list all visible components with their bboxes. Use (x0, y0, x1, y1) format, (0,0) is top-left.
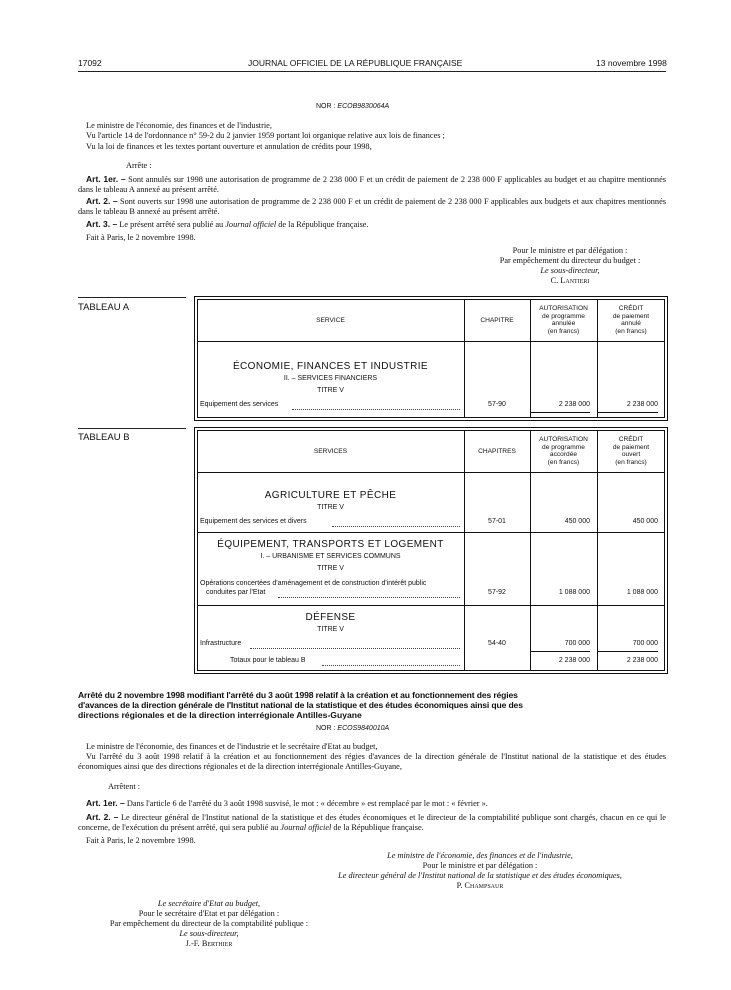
tableau-b-header-cp-l2: de paiement (612, 443, 650, 451)
tableau-b-section3-cp: 700 000 (632, 640, 658, 647)
tableau-b-section3-sub2: TITRE V (317, 626, 344, 633)
decree1-sig-line3: Le sous-directeur, (540, 266, 600, 275)
decree1-preamble-3: Vu la loi de finances et les textes portant ouverture et annulation de crédits pour 1998, (86, 142, 372, 151)
tableau-b-cp-underline (598, 651, 658, 652)
tableau-a-header-cp-l2: de paiement (612, 312, 650, 320)
decree2-sig2-line5: J.-F. Berthier (185, 939, 233, 948)
tableau-b-section2-cp: 1 088 000 (626, 589, 658, 596)
tableau-b-header-rule (197, 472, 665, 473)
tableau-b-label-rule (78, 428, 186, 429)
tableau-b-section3-leader (250, 648, 460, 649)
decree1-nor (316, 102, 389, 112)
decree2-sig1-line1: Le ministre de l'économie, des finances et de l'industrie, (387, 851, 573, 860)
tableau-b-section3-chapitre: 54-40 (488, 640, 506, 647)
tableau-b-label: TABLEAU B (78, 432, 130, 443)
tableau-a-header-cp-l4: (en francs) (615, 327, 647, 335)
tableau-a-section-sub1: II. – SERVICES FINANCIERS (283, 375, 378, 382)
decree2-arretent: Arrêtent : (108, 782, 141, 791)
tableau-a-row-cp: 2 238 000 (626, 401, 658, 408)
tableau-a-header-ap-l2: de programme (542, 312, 585, 320)
tableau-a-label-rule (78, 297, 186, 298)
decree2-sig2-line4: Le sous-directeur, (179, 929, 239, 938)
decree2-sig2-line2: Pour le secrétaire d'Etat et par délégation : (138, 909, 280, 918)
tableau-a-header-ap-l3: annulée (551, 320, 576, 327)
decree1-nor-code: ECOB9830064A (337, 103, 390, 110)
tableau-b-total-ap: 2 238 000 (558, 657, 590, 664)
tableau-b-section3-title: DÉFENSE (305, 612, 356, 623)
decree1-fait: Fait à Paris, le 2 novembre 1998. (86, 233, 196, 242)
decree1-nor-label: NOR : (316, 103, 336, 110)
tableau-b-header-cp-l1: CRÉDIT (618, 436, 644, 443)
tableau-b-col-rule-3 (597, 430, 598, 671)
decree2-nor (316, 724, 389, 734)
tableau-b-header-ap-l1: AUTORISATION (539, 436, 588, 443)
tableau-b-section1-sub2: TITRE V (317, 504, 344, 511)
decree1-art3 (86, 219, 369, 230)
decree2-sig1-line3: Le directeur général de l'Institut national de la statistique et des études économiques, (338, 871, 622, 880)
decree2-art2-text-a: Le directeur général de l'Institut national de la statistique et des études économiques et le directeur de la comptabilité publique sont chargés, chacun en ce qui le concerne, de l'exécution du présent arrêté, qui sera publié au (78, 813, 666, 832)
tableau-b-section1-cp: 450 000 (632, 518, 658, 525)
tableau-b-section1-title: AGRICULTURE ET PÊCHE (264, 490, 397, 501)
tableau-a-row-chapitre: 57-90 (488, 401, 506, 408)
tableau-b-header-ap-l3: accordée (549, 451, 578, 458)
tableau-b-header-ap-l4: (en francs) (547, 458, 580, 466)
decree2-sig1-line2: Pour le ministre et par délégation : (422, 861, 538, 870)
tableau-a-header-service: SERVICE (316, 317, 345, 324)
decree2-art2-label: Art. 2. – (86, 812, 119, 822)
decree1-art3-text-b: de la République française. (278, 220, 369, 229)
decree2-title-l3: directions régionales et de la direction interrégionale Antilles-Guyane (78, 710, 362, 720)
decree2-art2-text-b: de la République française. (333, 823, 424, 832)
tableau-a-header-chapitre: CHAPITRE (480, 317, 514, 324)
tableau-a-row-leader (292, 409, 460, 410)
tableau-a-row-label: Equipement des services (200, 401, 279, 408)
decree1-art3-label: Art. 3. – (86, 219, 118, 229)
tableau-a-section-sub2: TITRE V (317, 387, 344, 394)
tableau-b-header-cp (597, 436, 665, 466)
tableau-b-total-label: Totaux pour le tableau B (230, 657, 306, 664)
decree2-nor-label: NOR : (316, 725, 336, 732)
decree2-sig2-line1: Le secrétaire d'Etat au budget, (157, 899, 261, 908)
decree1-sig-line4: C. Lantieri (550, 276, 590, 285)
decree2-art2 (78, 812, 666, 833)
tableau-b-total-leader (322, 665, 460, 666)
decree1-art2 (78, 196, 666, 217)
decree1-art3-text-a: Le présent arrêté sera publié au (119, 220, 224, 229)
tableau-b-section2-row-label: Opérations concertées d'aménagement et de construction d'intérêt public (200, 580, 427, 587)
tableau-a-header-rule (197, 341, 665, 342)
tableau-b-section2-chapitre: 57-92 (488, 589, 506, 596)
decree2-sig1-line4: P. Champsaur (456, 881, 504, 890)
decree2-preamble-1: Le ministre de l'économie, des finances et de l'industrie et le secrétaire d'Etat au budget, (86, 742, 378, 751)
decree1-art2-text: Sont ouverts sur 1998 une autorisation de programme de 2 238 000 F et un crédit de paiement de 2 238 000 F applicables aux budgets et aux chapitres mentionnés dans le tableau B annexé au présent arrêté. (78, 197, 666, 216)
tableau-b-section2-leader (278, 597, 460, 598)
decree2-signature-2 (78, 899, 340, 949)
decree2-art1-text: Dans l'article 6 de l'arrêté du 3 août 1998 susvisé, le mot : « décembre » est remplacé par le mot : « février ». (126, 799, 488, 808)
tableau-b-section2-title: ÉQUIPEMENT, TRANSPORTS ET LOGEMENT (217, 539, 444, 550)
decree1-art1 (78, 174, 666, 195)
tableau-b-ap-underline (530, 651, 590, 652)
page-date: 13 novembre 1998 (596, 58, 667, 68)
tableau-a-label: TABLEAU A (78, 302, 130, 313)
tableau-b-header-ap-l2: de programme (542, 443, 585, 451)
decree2-fait: Fait à Paris, le 2 novembre 1998. (86, 836, 196, 845)
decree1-preamble-2: Vu l'article 14 de l'ordonnance n° 59-2 du 2 janvier 1959 portant loi organique relative aux lois de finances ; (86, 131, 445, 140)
tableau-a-header-ap (530, 305, 597, 335)
tableau-b-section2-row-label2: conduites par l'Etat (206, 589, 266, 596)
decree1-art2-label: Art. 2. – (86, 196, 118, 206)
decree2-title-l1: Arrêté du 2 novembre 1998 modifiant l'arrêté du 3 août 1998 relatif à la création et au fonctionnement des régies (78, 690, 518, 700)
tableau-a-header-cp-l3: annulé (621, 320, 641, 327)
tableau-b-inner (197, 430, 665, 671)
tableau-a-cp-underline (598, 412, 658, 413)
tableau-a-header-cp (597, 305, 665, 335)
decree2-art2-text-italic: Journal officiel (280, 823, 332, 832)
tableau-b-col-rule-1 (464, 430, 465, 671)
tableau-b-header-cp-l4: (en francs) (615, 458, 647, 466)
tableau-b-header-ap (530, 436, 597, 466)
decree1-art1-text: Sont annulés sur 1998 une autorisation de programme de 2 238 000 F et un crédit de paiement de 2 238 000 F applicables au budget et au chapitre mentionnés dans le tableau A annexé au présent arrêté. (78, 175, 666, 194)
tableau-b-header-chapitre: CHAPITRES (478, 448, 516, 455)
tableau-a-row-ap: 2 238 000 (558, 401, 590, 408)
decree2-preamble-2: Vu l'arrêté du 3 août 1998 relatif à la création et au fonctionnement des régies d'avances de la direction générale de l'Institut national de la statistique et des études économiques ainsi que des directions régionales et de la direction interrégionale Antilles-Guyane, (78, 752, 666, 771)
tableau-a-ap-underline (530, 412, 590, 413)
decree2-nor-code: ECOS9840010A (337, 725, 390, 732)
tableau-b-total-cp: 2 238 000 (626, 657, 658, 664)
tableau-b-section1-chapitre: 57-01 (488, 518, 506, 525)
tableau-b-section2-sub2: TITRE V (317, 565, 344, 572)
decree1-signature (470, 246, 670, 286)
tableau-b-section2-sub1: I. – URBANISME ET SERVICES COMMUNS (260, 553, 401, 560)
tableau-b-section1-row-label: Equipement des services et divers (200, 518, 307, 525)
decree1-sig-line2: Par empêchement du directeur du budget : (499, 256, 641, 265)
decree1-preamble-1: Le ministre de l'économie, des finances et de l'industrie, (86, 121, 272, 130)
tableau-b-section3-ap: 700 000 (564, 640, 590, 647)
decree2-title-l2: d'avances de la direction générale de l'Institut national de la statistique et des études économiques ainsi que des (78, 700, 523, 710)
tableau-a-header-cp-l1: CRÉDIT (618, 305, 644, 312)
decree2-art1-label: Art. 1er. – (86, 798, 125, 808)
decree2-sig2-line3: Par empêchement du directeur de la comptabilité publique : (109, 919, 309, 928)
tableau-b-header-cp-l3: ouvert (621, 451, 641, 458)
tableau-b-section2-ap: 1 088 000 (558, 589, 590, 596)
decree2-title (78, 690, 668, 720)
decree1-art3-text-italic: Journal officiel (225, 220, 277, 229)
decree1-sig-line1: Pour le ministre et par délégation : (512, 246, 628, 255)
decree2-art1 (86, 798, 488, 809)
tableau-b-header-service: SERVICES (313, 448, 348, 455)
tableau-b-section1-ap: 450 000 (564, 518, 590, 525)
journal-title: JOURNAL OFFICIEL DE LA RÉPUBLIQUE FRANÇAISE (248, 58, 463, 68)
tableau-b-section1-leader (332, 526, 460, 527)
header-rule (78, 71, 666, 72)
decree1-art1-label: Art. 1er. – (86, 174, 126, 184)
tableau-b-section1-rule (197, 532, 665, 533)
tableau-b-section2-rule (197, 605, 665, 606)
page-number: 17092 (78, 58, 102, 68)
tableau-b-section3-row-label: Infrastructure (200, 640, 242, 647)
tableau-b-col-rule-2 (530, 430, 531, 671)
tableau-a-section-title: ÉCONOMIE, FINANCES ET INDUSTRIE (232, 361, 428, 372)
tableau-a-header-ap-l1: AUTORISATION (539, 305, 588, 312)
tableau-a-header-ap-l4: (en francs) (547, 327, 580, 335)
decree2-signature-1 (290, 851, 670, 891)
decree1-arrete: Arrête : (126, 161, 152, 170)
